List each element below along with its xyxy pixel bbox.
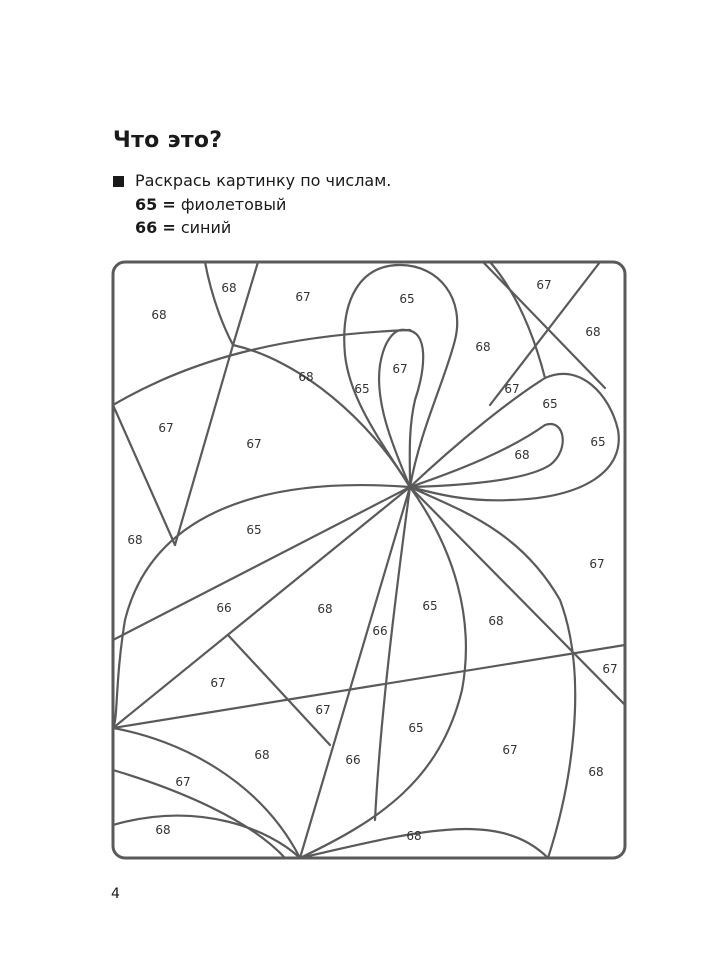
legend-item: 65 = фиолетовый (135, 195, 287, 214)
region-number: 68 (254, 748, 270, 762)
region-number: 65 (354, 382, 370, 396)
region-number: 66 (372, 624, 388, 638)
picture-frame (113, 262, 625, 858)
region-number: 67 (536, 278, 552, 292)
region-number: 67 (502, 743, 518, 757)
page-number: 4 (111, 886, 120, 902)
region-number: 65 (422, 599, 438, 613)
region-number: 67 (315, 703, 331, 717)
region-number: 68 (317, 602, 333, 616)
page-title: Что это? (113, 128, 223, 153)
picture-lines (113, 262, 625, 858)
region-number: 65 (399, 292, 415, 306)
instruction-text: Раскрась картинку по числам. (135, 171, 392, 190)
region-number: 67 (246, 437, 262, 451)
region-numbers (127, 278, 617, 837)
region-number: 68 (475, 340, 491, 354)
region-number: 67 (589, 557, 605, 571)
region-number: 67 (504, 382, 520, 396)
region-number: 68 (585, 325, 601, 339)
region-number: 67 (210, 676, 226, 690)
region-number: 65 (408, 721, 424, 735)
region-number: 68 (406, 829, 422, 843)
region-number: 67 (158, 421, 174, 435)
region-number: 67 (295, 290, 311, 304)
region-number: 67 (602, 662, 618, 676)
region-number: 68 (298, 370, 314, 384)
region-number: 66 (216, 601, 232, 615)
region-number: 65 (246, 523, 262, 537)
region-number: 68 (221, 281, 237, 295)
region-number: 68 (488, 614, 504, 628)
region-number: 65 (590, 435, 606, 449)
legend-item: 66 = синий (135, 218, 232, 237)
region-number: 65 (542, 397, 558, 411)
region-number: 67 (175, 775, 191, 789)
region-number: 66 (345, 753, 361, 767)
region-number: 68 (127, 533, 143, 547)
region-number: 68 (151, 308, 167, 322)
region-number: 68 (514, 448, 530, 462)
region-number: 68 (588, 765, 604, 779)
region-number: 67 (392, 362, 408, 376)
region-number: 68 (155, 823, 171, 837)
